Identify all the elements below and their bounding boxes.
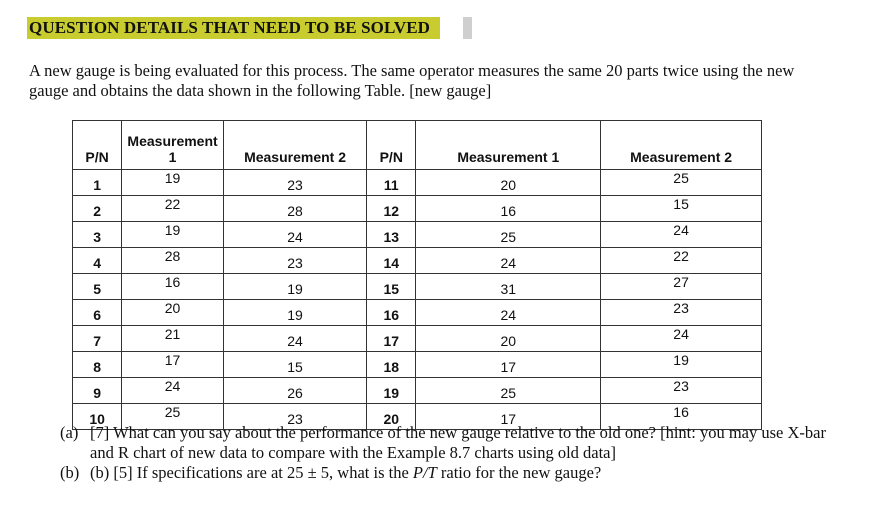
cell-measurement-1-b-value: 25 xyxy=(500,228,517,245)
cell-pn-2-value: 16 xyxy=(383,306,400,323)
cell-pn-1 xyxy=(73,300,122,326)
cell-measurement-1-b xyxy=(416,222,601,248)
cell-pn-2 xyxy=(367,378,416,404)
cell-measurement-2-b-value: 24 xyxy=(673,221,689,238)
table-row xyxy=(73,196,762,222)
cell-measurement-1-b xyxy=(416,378,601,404)
cell-measurement-1-a-value: 24 xyxy=(164,377,181,394)
cell-measurement-1-a-value: 22 xyxy=(164,195,181,212)
table-row xyxy=(73,170,762,196)
cell-pn-1 xyxy=(73,196,122,222)
cell-pn-1-value: 5 xyxy=(93,280,101,297)
cell-measurement-2-b xyxy=(601,274,762,300)
cell-measurement-2-a xyxy=(223,378,366,404)
cell-pn-1-value: 4 xyxy=(93,254,101,271)
measurement-table xyxy=(72,120,762,430)
cell-measurement-1-a-value: 28 xyxy=(164,247,181,264)
cell-measurement-1-a-value: 17 xyxy=(164,351,181,368)
cell-pn-2 xyxy=(367,170,416,196)
cell-measurement-2-a-value: 26 xyxy=(287,384,303,401)
section-heading: QUESTION DETAILS THAT NEED TO BE SOLVED xyxy=(27,17,440,39)
cell-pn-2 xyxy=(367,326,416,352)
cell-pn-1 xyxy=(73,248,122,274)
cell-measurement-2-a-value: 24 xyxy=(287,332,303,349)
cell-measurement-1-b xyxy=(416,352,601,378)
cell-pn-2 xyxy=(367,274,416,300)
cell-measurement-1-b-value: 24 xyxy=(500,306,517,323)
cell-measurement-2-a-value: 23 xyxy=(287,254,303,271)
cell-measurement-2-a xyxy=(223,326,366,352)
cell-pn-2-value: 18 xyxy=(383,358,400,375)
cell-measurement-1-b xyxy=(416,170,601,196)
cell-pn-2 xyxy=(367,300,416,326)
cell-measurement-2-b xyxy=(601,170,762,196)
cell-measurement-1-b-value: 24 xyxy=(500,254,517,271)
cell-measurement-2-b-value: 23 xyxy=(673,377,689,394)
cell-pn-2-value: 12 xyxy=(383,202,400,219)
table-row xyxy=(73,378,762,404)
header-measurement-1-b: Measurement 1 xyxy=(416,121,601,170)
question-b-ratio: P/T xyxy=(412,463,437,482)
cell-measurement-2-a xyxy=(223,352,366,378)
cell-pn-1-value: 6 xyxy=(93,306,101,323)
cell-measurement-1-a xyxy=(122,222,224,248)
cell-pn-1-value: 7 xyxy=(93,332,101,349)
cell-pn-1 xyxy=(73,222,122,248)
cell-pn-2 xyxy=(367,352,416,378)
cell-pn-1 xyxy=(73,352,122,378)
cell-measurement-1-a xyxy=(122,326,224,352)
cell-pn-2-value: 17 xyxy=(383,332,400,349)
cell-measurement-1-a xyxy=(122,170,224,196)
cell-measurement-2-a-value: 28 xyxy=(287,202,303,219)
cell-measurement-2-a xyxy=(223,274,366,300)
cell-measurement-2-b xyxy=(601,248,762,274)
cell-pn-1-value: 2 xyxy=(93,202,101,219)
cell-measurement-1-a-value: 19 xyxy=(164,221,181,238)
cell-measurement-1-a xyxy=(122,352,224,378)
cell-pn-2-value: 20 xyxy=(383,410,400,427)
question-b-suffix: ratio for the new gauge? xyxy=(436,463,602,482)
questions-block xyxy=(60,423,850,483)
table-row xyxy=(73,352,762,378)
cell-measurement-1-a xyxy=(122,196,224,222)
question-a-text: [7] What can you say about the performance of the new gauge relative to the old one? [hint: you may use X-bar and R chart of new data to compare with the Example 8.7 charts using old data] xyxy=(90,423,826,462)
cell-measurement-1-b-value: 20 xyxy=(500,332,517,349)
cell-measurement-1-b-value: 16 xyxy=(500,202,517,219)
cell-pn-1-value: 3 xyxy=(93,228,101,245)
cell-measurement-2-a xyxy=(223,170,366,196)
header-measurement-1-a: Measurement 1 xyxy=(122,121,224,170)
problem-intro: A new gauge is being evaluated for this process. The same operator measures the same 20 parts twice using the new gauge and obtains the data shown in the following Table. [new gauge] xyxy=(29,61,795,100)
cell-measurement-1-a-value: 21 xyxy=(164,325,181,342)
cell-measurement-2-a-value: 15 xyxy=(287,358,303,375)
cell-measurement-1-b-value: 17 xyxy=(500,410,517,427)
cell-measurement-1-a-value: 20 xyxy=(164,299,181,316)
cell-pn-1-value: 1 xyxy=(93,176,101,193)
cell-measurement-1-b-value: 17 xyxy=(500,358,517,375)
cell-measurement-1-a-value: 19 xyxy=(164,169,181,186)
cell-measurement-2-a xyxy=(223,196,366,222)
cell-pn-2-value: 14 xyxy=(383,254,400,271)
cell-pn-1 xyxy=(73,274,122,300)
cell-measurement-2-b xyxy=(601,300,762,326)
table-row xyxy=(73,274,762,300)
cell-measurement-2-b-value: 27 xyxy=(673,273,689,290)
cell-pn-2-value: 19 xyxy=(383,384,400,401)
cell-measurement-1-a xyxy=(122,274,224,300)
cell-pn-2-value: 13 xyxy=(383,228,400,245)
cell-measurement-2-a-value: 24 xyxy=(287,228,303,245)
cell-measurement-1-a xyxy=(122,378,224,404)
question-b-label: (b) xyxy=(60,463,80,482)
cell-measurement-1-b-value: 20 xyxy=(500,176,517,193)
cell-measurement-1-b xyxy=(416,274,601,300)
cell-pn-2-value: 15 xyxy=(383,280,400,297)
cell-pn-2 xyxy=(367,196,416,222)
cell-measurement-2-b-value: 24 xyxy=(673,325,689,342)
cell-pn-1 xyxy=(73,378,122,404)
question-b-prefix: (b) [5] If specifications are at 25 ± 5, what is the xyxy=(90,463,413,482)
cell-measurement-2-a-value: 23 xyxy=(287,410,303,427)
table-row xyxy=(73,326,762,352)
cell-measurement-2-b-value: 23 xyxy=(673,299,689,316)
cell-measurement-1-b xyxy=(416,248,601,274)
cell-measurement-1-b xyxy=(416,300,601,326)
cell-pn-1-value: 8 xyxy=(93,358,101,375)
header-measurement-2-a: Measurement 2 xyxy=(223,121,366,170)
header-pn-2: P/N xyxy=(367,121,416,170)
cell-measurement-2-b xyxy=(601,352,762,378)
cell-measurement-1-b xyxy=(416,326,601,352)
question-b xyxy=(60,463,850,483)
header-measurement-2-b: Measurement 2 xyxy=(601,121,762,170)
cell-pn-1-value: 10 xyxy=(89,410,105,427)
cell-pn-1-value: 9 xyxy=(93,384,101,401)
question-a-label: (a) xyxy=(60,423,79,442)
cell-pn-2-value: 11 xyxy=(383,176,399,193)
cell-pn-1 xyxy=(73,170,122,196)
table-row xyxy=(73,300,762,326)
cell-measurement-1-b-value: 25 xyxy=(500,384,517,401)
cell-measurement-1-a xyxy=(122,248,224,274)
heading-highlight-tail xyxy=(463,17,472,39)
cell-measurement-1-b xyxy=(416,196,601,222)
cell-pn-2 xyxy=(367,222,416,248)
cell-measurement-2-b xyxy=(601,222,762,248)
table-row xyxy=(73,222,762,248)
cell-measurement-1-b-value: 31 xyxy=(500,280,517,297)
table-row xyxy=(73,248,762,274)
cell-measurement-1-a xyxy=(122,300,224,326)
header-pn-1: P/N xyxy=(73,121,122,170)
cell-measurement-2-b-value: 22 xyxy=(673,247,689,264)
cell-measurement-2-a xyxy=(223,248,366,274)
cell-measurement-2-a-value: 19 xyxy=(287,280,303,297)
cell-measurement-2-a-value: 23 xyxy=(287,176,303,193)
cell-measurement-2-b-value: 19 xyxy=(673,351,689,368)
cell-measurement-1-a-value: 25 xyxy=(164,403,181,420)
question-a xyxy=(60,423,850,463)
cell-measurement-2-b-value: 16 xyxy=(673,403,689,420)
cell-measurement-1-a-value: 16 xyxy=(164,273,181,290)
cell-measurement-2-a-value: 19 xyxy=(287,306,303,323)
cell-measurement-2-b xyxy=(601,378,762,404)
cell-measurement-2-b-value: 25 xyxy=(673,169,689,186)
cell-pn-2 xyxy=(367,248,416,274)
cell-measurement-2-b xyxy=(601,326,762,352)
cell-measurement-2-a xyxy=(223,300,366,326)
cell-measurement-2-b-value: 15 xyxy=(673,195,689,212)
cell-pn-1 xyxy=(73,326,122,352)
table-header-row xyxy=(73,121,762,170)
cell-measurement-2-a xyxy=(223,222,366,248)
cell-measurement-2-b xyxy=(601,196,762,222)
